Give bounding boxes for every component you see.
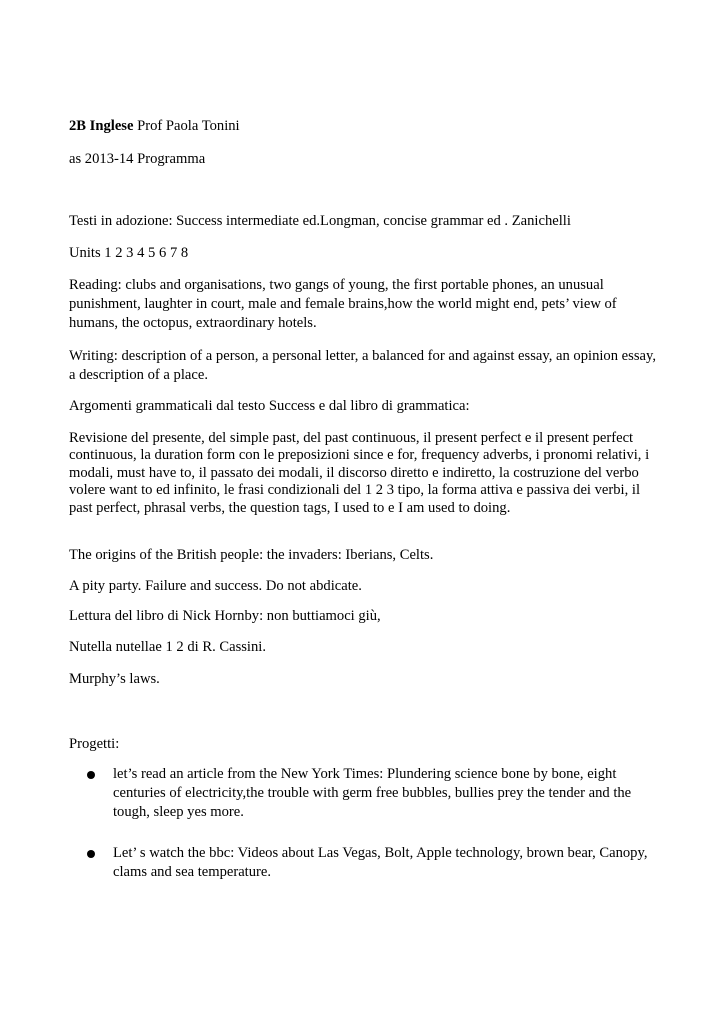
teacher-name: Prof Paola Tonini bbox=[133, 118, 240, 134]
bullet-icon bbox=[87, 850, 95, 858]
topic-pity-party: A pity party. Failure and success. Do not abdicate. bbox=[69, 578, 362, 594]
project-item-nyt: let’s read an article from the New York Times: Plundering science bone by bone, eight centuries of electricity,the trouble with germ free bubbles, bullies prey the tender and the tough, sleep yes more. bbox=[113, 766, 632, 820]
writing-paragraph: Writing: description of a person, a personal letter, a balanced for and against essay, an opinion essay, a description of a place. bbox=[69, 348, 656, 383]
units-line: Units 1 2 3 4 5 6 7 8 bbox=[69, 245, 189, 261]
project-item-bbc: Let’ s watch the bbc: Videos about Las Vegas, Bolt, Apple technology, brown bear, Canopy, clams and sea temperature. bbox=[113, 845, 648, 880]
topic-british-origins: The origins of the British people: the invaders: Iberians, Celts. bbox=[69, 547, 434, 563]
topic-hornby-book: Lettura del libro di Nick Hornby: non buttiamoci giù, bbox=[69, 608, 381, 624]
bullet-icon bbox=[87, 771, 95, 779]
topic-nutella: Nutella nutellae 1 2 di R. Cassini. bbox=[69, 639, 266, 655]
grammar-heading: Argomenti grammaticali dal testo Success e dal libro di grammatica: bbox=[69, 398, 470, 414]
projects-heading: Progetti: bbox=[69, 736, 120, 752]
topic-murphys-laws: Murphy’s laws. bbox=[69, 671, 160, 687]
year-program: as 2013-14 Programma bbox=[69, 151, 206, 167]
reading-paragraph: Reading: clubs and organisations, two gangs of young, the first portable phones, an unusual punishment, laughter in court, male and female brains,how the world might end, pets’ view of humans, the octopus, extraordinary hotels. bbox=[69, 277, 617, 331]
grammar-topics-paragraph: Revisione del presente, del simple past, del past continuous, il present perfect e il present perfect continuous, la duration form con le preposizioni since e for, frequency adverbs, i pronomi relativi, i modali, must have to, il passato dei modali, il discorso diretto e indiretto, la costruzione del verbo volere want to ed infinito, le frasi condizionali del 1 2 3 tipo, la forma attiva e passiva dei verbi, il past perfect, phrasal verbs, the question tags, I used to e I am used to doing. bbox=[69, 430, 650, 516]
document-header bbox=[69, 117, 659, 136]
textbooks-line: Testi in adozione: Success intermediate ed.Longman, concise grammar ed . Zanichelli bbox=[69, 213, 571, 229]
class-label: 2B Inglese bbox=[69, 118, 134, 134]
